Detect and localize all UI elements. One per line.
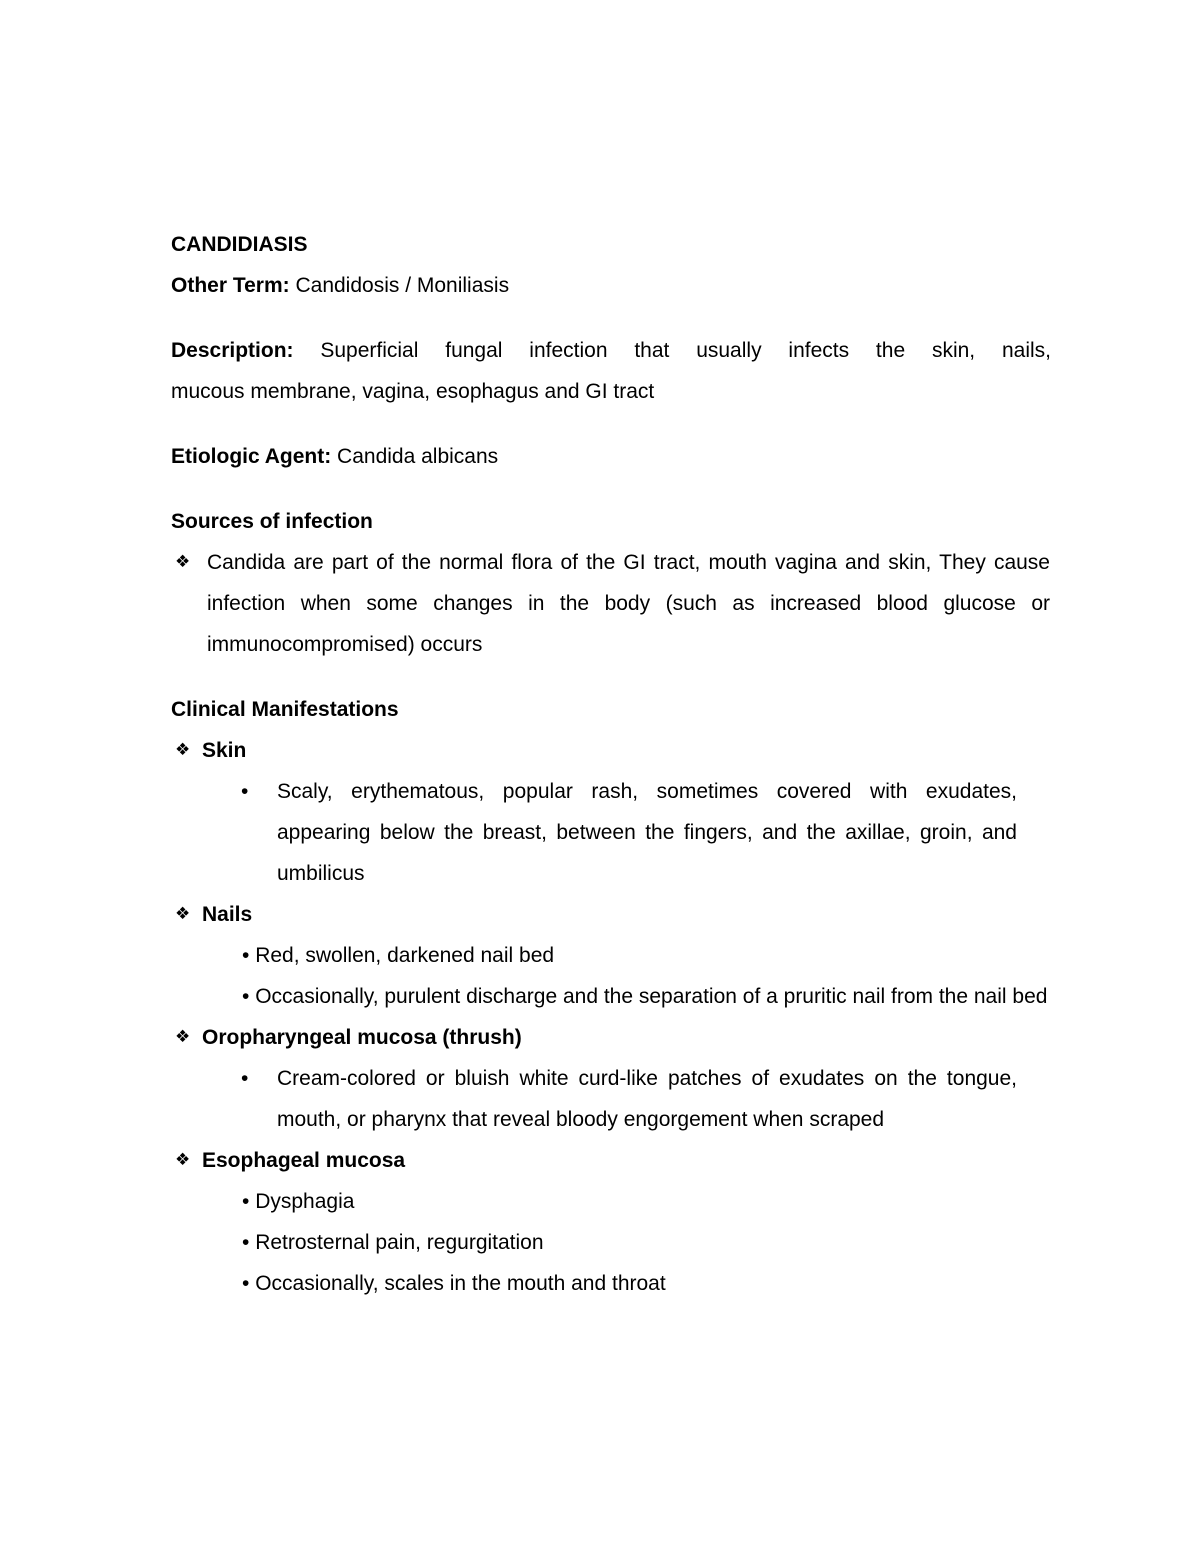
category-esophageal xyxy=(171,1140,1051,1181)
category-title: Nails xyxy=(202,903,253,926)
description-line-2: mucous membrane, vagina, esophagus and GI tract xyxy=(171,380,655,403)
diamond-bullet-icon: ❖ xyxy=(175,1150,191,1170)
etiologic-agent-line xyxy=(171,436,1051,477)
bullet-dot-icon: • xyxy=(241,1067,249,1090)
diamond-bullet-icon: ❖ xyxy=(175,740,191,760)
list-item-text: Occasionally, purulent discharge and the separation of a pruritic nail from the nail bed xyxy=(255,985,1048,1008)
category-title: Skin xyxy=(202,739,247,762)
list-item xyxy=(241,1058,1017,1140)
other-term-value: Candidosis / Moniliasis xyxy=(289,274,510,297)
document-content xyxy=(171,224,1051,1304)
list-item xyxy=(242,976,1062,1017)
clinical-heading: Clinical Manifestations xyxy=(171,698,399,721)
list-item-text: Retrosternal pain, regurgitation xyxy=(255,1231,544,1254)
bullet-dot-icon: • xyxy=(242,985,250,1008)
list-item xyxy=(241,771,1017,894)
diamond-bullet-icon: ❖ xyxy=(175,1027,191,1047)
bullet-dot-icon: • xyxy=(242,1231,250,1254)
sources-item-text: Candida are part of the normal flora of the GI tract, mouth vagina and skin, They cause infection when some changes in the body (such as increased blood glucose or immunocompromised) occurs xyxy=(207,551,1050,656)
list-item xyxy=(242,935,1062,976)
description-label: Description: xyxy=(171,339,294,362)
bullet-dot-icon: • xyxy=(242,1272,250,1295)
category-skin xyxy=(171,730,1051,771)
other-term-label: Other Term: xyxy=(171,274,290,297)
description-line-1 xyxy=(171,330,1051,371)
etiologic-agent-label: Etiologic Agent: xyxy=(171,445,332,468)
list-item-text: Dysphagia xyxy=(255,1190,355,1213)
bullet-dot-icon: • xyxy=(242,1190,250,1213)
page-title: CANDIDIASIS xyxy=(171,233,308,256)
sources-heading: Sources of infection xyxy=(171,510,373,533)
sources-item xyxy=(171,542,1050,665)
category-nails xyxy=(171,894,1051,935)
spacer xyxy=(171,665,1051,689)
bullet-dot-icon: • xyxy=(242,944,250,967)
category-oropharyngeal xyxy=(171,1017,1051,1058)
list-item-text: Red, swollen, darkened nail bed xyxy=(255,944,555,967)
category-title: Esophageal mucosa xyxy=(202,1149,406,1172)
other-term-line xyxy=(171,265,1051,306)
spacer xyxy=(171,306,1051,330)
list-item-text: Scaly, erythematous, popular rash, sometimes covered with exudates, appearing below the breast, between the fingers, and the axillae, groin, and umbilicus xyxy=(277,780,1017,885)
category-title: Oropharyngeal mucosa (thrush) xyxy=(202,1026,522,1049)
spacer xyxy=(171,412,1051,436)
diamond-bullet-icon: ❖ xyxy=(175,904,191,924)
list-item xyxy=(242,1263,1062,1304)
bullet-dot-icon: • xyxy=(241,780,249,803)
list-item-text: Occasionally, scales in the mouth and throat xyxy=(255,1272,666,1295)
list-item xyxy=(242,1181,1062,1222)
list-item-text: Cream-colored or bluish white curd-like patches of exudates on the tongue, mouth, or pharynx that reveal bloody engorgement when scraped xyxy=(277,1067,1017,1131)
spacer xyxy=(171,477,1051,501)
description-text-1: Superficial fungal infection that usually infects the skin, nails, xyxy=(293,339,1051,362)
list-item xyxy=(242,1222,1062,1263)
diamond-bullet-icon: ❖ xyxy=(175,552,191,572)
etiologic-agent-value: Candida albicans xyxy=(331,445,499,468)
